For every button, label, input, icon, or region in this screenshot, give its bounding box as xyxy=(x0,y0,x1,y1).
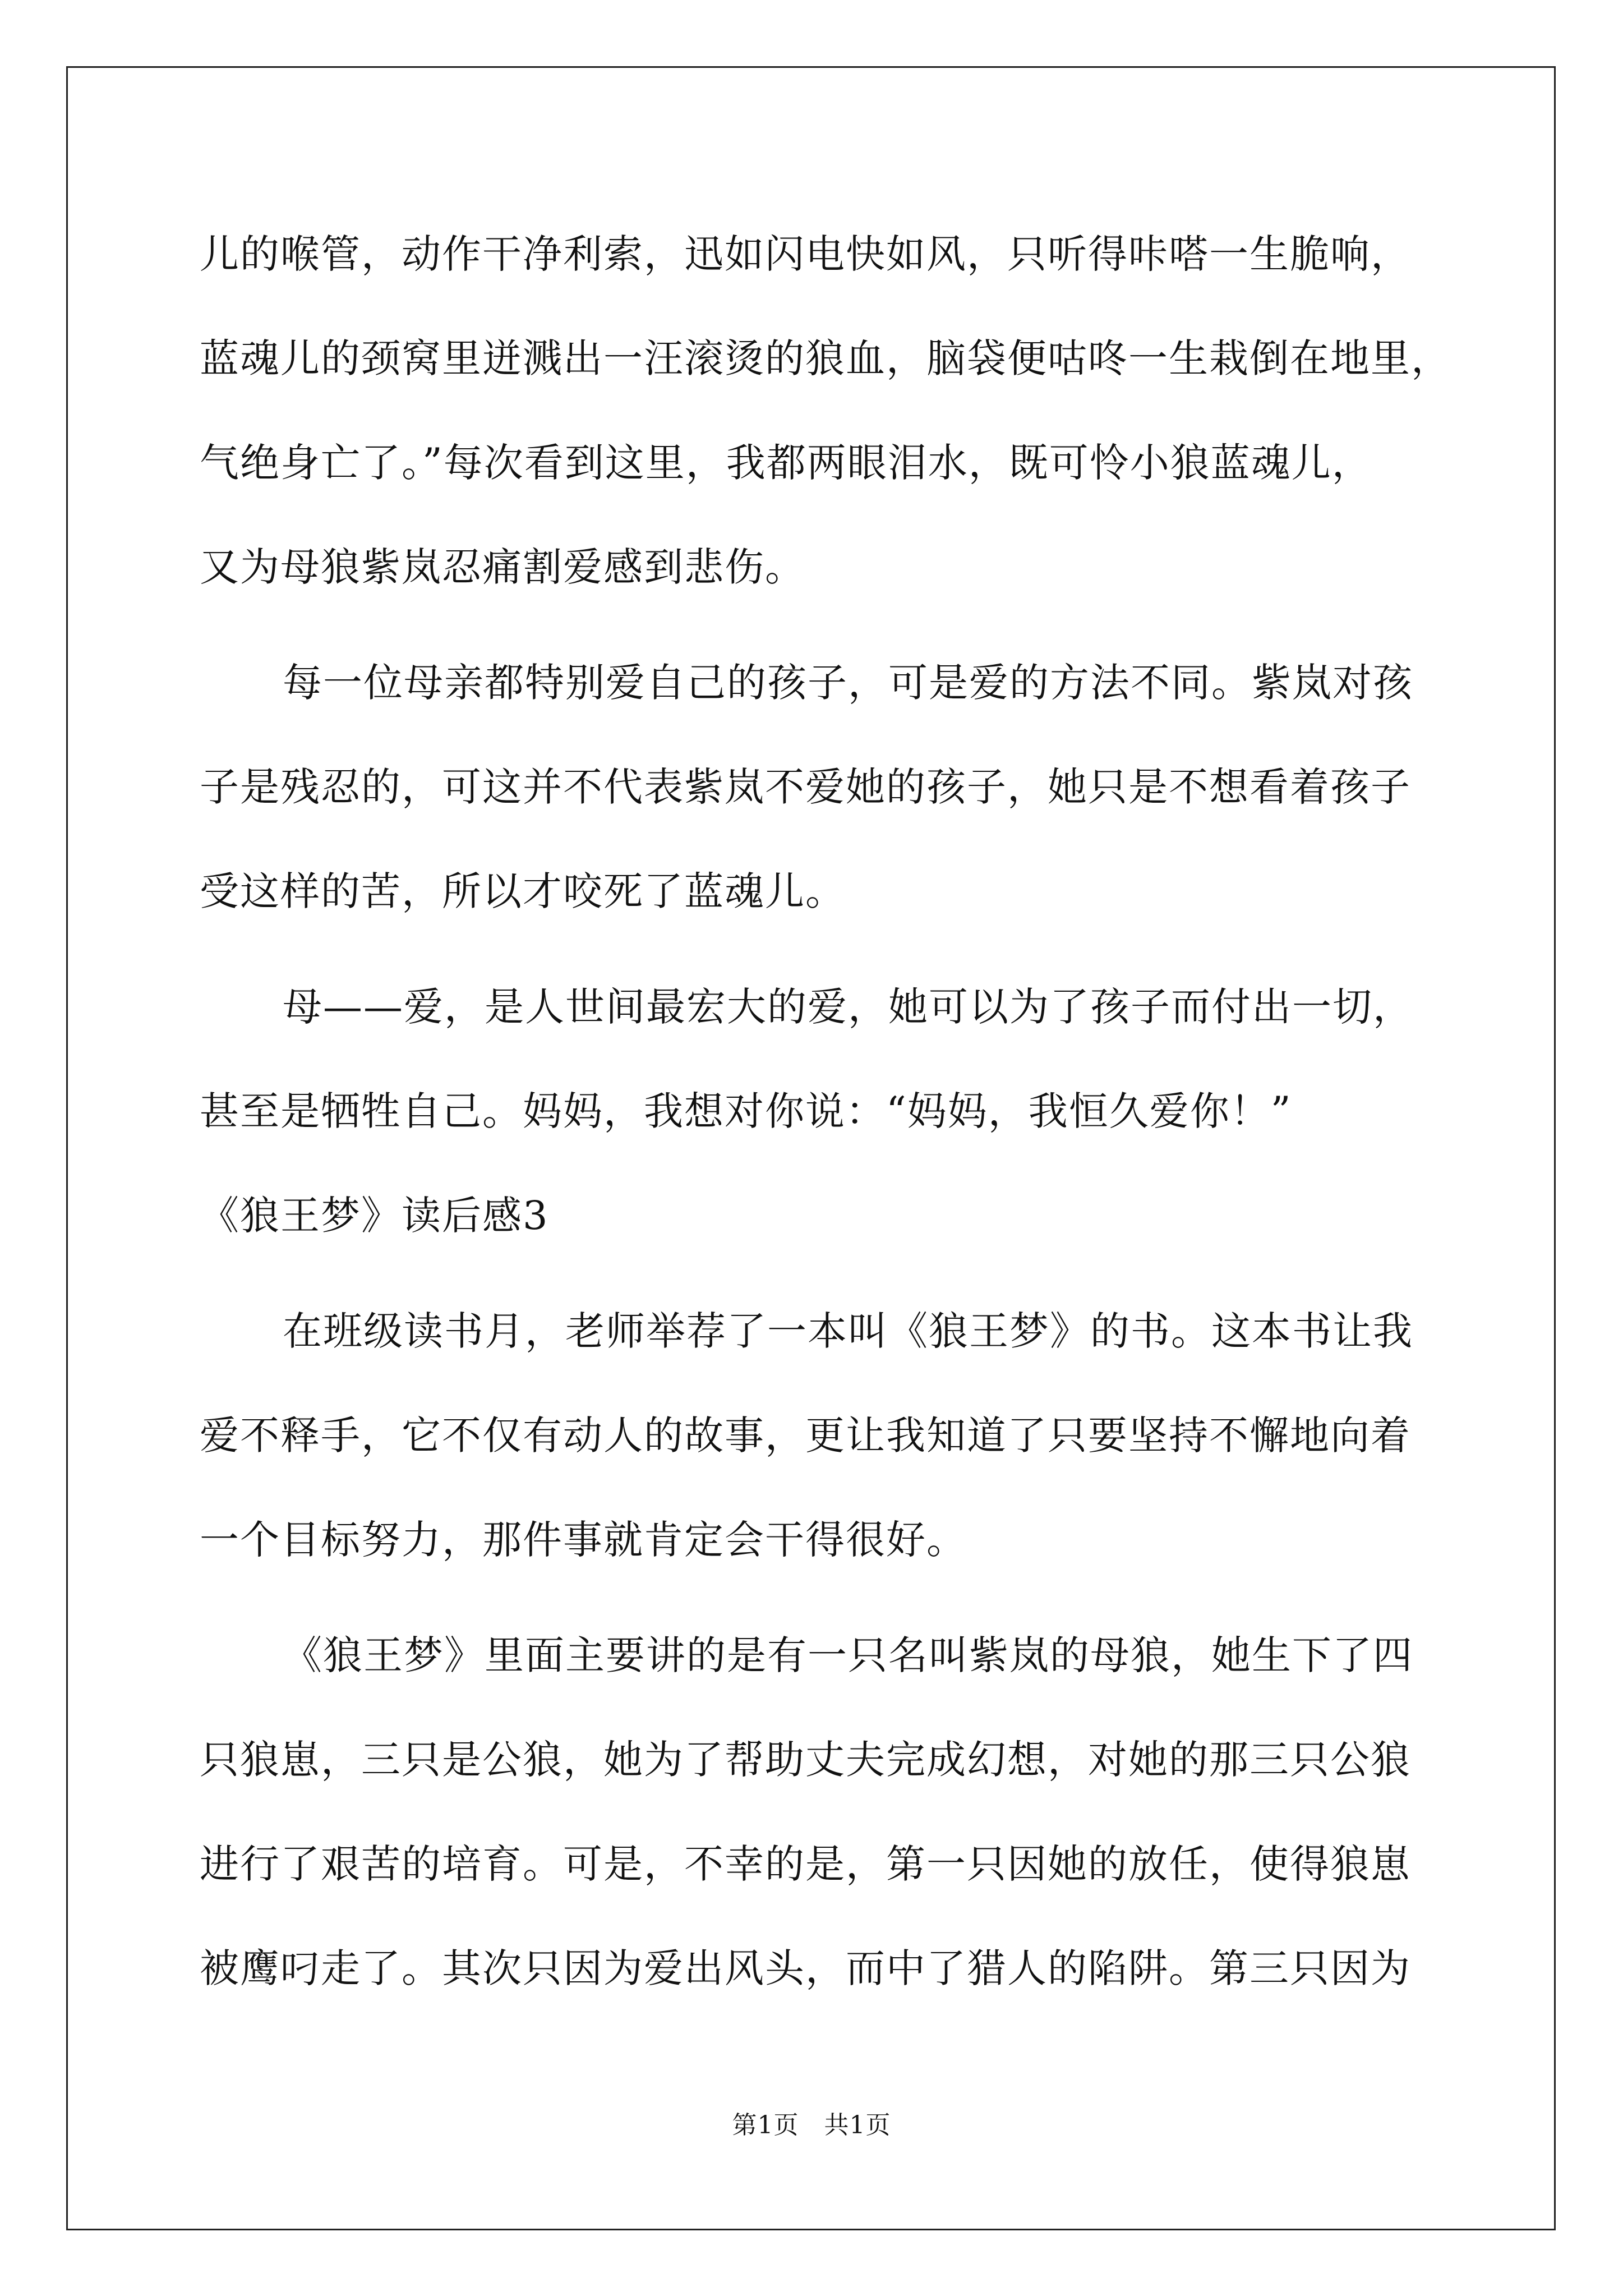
text-line: 只狼崽，三只是公狼，她为了帮助丈夫完成幻想，对她的那三只公狼 xyxy=(200,1737,1411,1783)
section-heading: 《狼王梦》读后感3 xyxy=(200,1193,549,1239)
text-line: 《狼王梦》里面主要讲的是有一只名叫紫岚的母狼，她生下了四 xyxy=(283,1632,1413,1678)
paragraph xyxy=(200,1603,1456,2021)
text-line: 被鹰叼走了。其次只因为爱出风头，而中了猎人的陷阱。第三只因为 xyxy=(200,1945,1411,1991)
text-line: 受这样的苦，所以才咬死了蓝魂儿。 xyxy=(200,868,846,914)
paragraph xyxy=(200,955,1456,1163)
paragraph xyxy=(200,202,1456,619)
page-footer: 第1页 共1页 xyxy=(732,2111,891,2139)
text-line: 每一位母亲都特别爱自己的孩子，可是爱的方法不同。紫岚对孩 xyxy=(283,660,1413,706)
paragraph xyxy=(200,631,1456,944)
document-body xyxy=(200,202,1456,2021)
text-line: 爱不释手，它不仅有动人的故事，更让我知道了只要坚持不懈地向着 xyxy=(200,1412,1411,1458)
text-line: 气绝身亡了。”每次看到这里，我都两眼泪水，既可怜小狼蓝魂儿， xyxy=(200,440,1372,486)
text-line: 在班级读书月，老师举荐了一本叫《狼王梦》的书。这本书让我 xyxy=(283,1308,1413,1354)
text-line: 进行了艰苦的培育。可是，不幸的是，第一只因她的放任，使得狼崽 xyxy=(200,1841,1411,1887)
text-line: 一个目标努力，那件事就肯定会干得很好。 xyxy=(200,1517,967,1563)
text-line: 子是残忍的，可这并不代表紫岚不爱她的孩子，她只是不想看着孩子 xyxy=(200,764,1411,810)
paragraph xyxy=(200,1279,1456,1592)
text-line: 甚至是牺牲自己。妈妈，我想对你说：“妈妈，我恒久爱你！” xyxy=(200,1088,1292,1134)
text-line: 母——爱，是人世间最宏大的爱，她可以为了孩子而付出一切， xyxy=(283,984,1413,1030)
text-line: 又为母狼紫岚忍痛割爱感到悲伤。 xyxy=(200,544,805,590)
text-line: 蓝魂儿的颈窝里迸溅出一汪滚烫的狼血，脑袋便咕咚一生栽倒在地里， xyxy=(200,335,1451,381)
text-line: 儿的喉管，动作干净利索，迅如闪电快如风，只听得咔嗒一生脆响， xyxy=(200,231,1411,277)
